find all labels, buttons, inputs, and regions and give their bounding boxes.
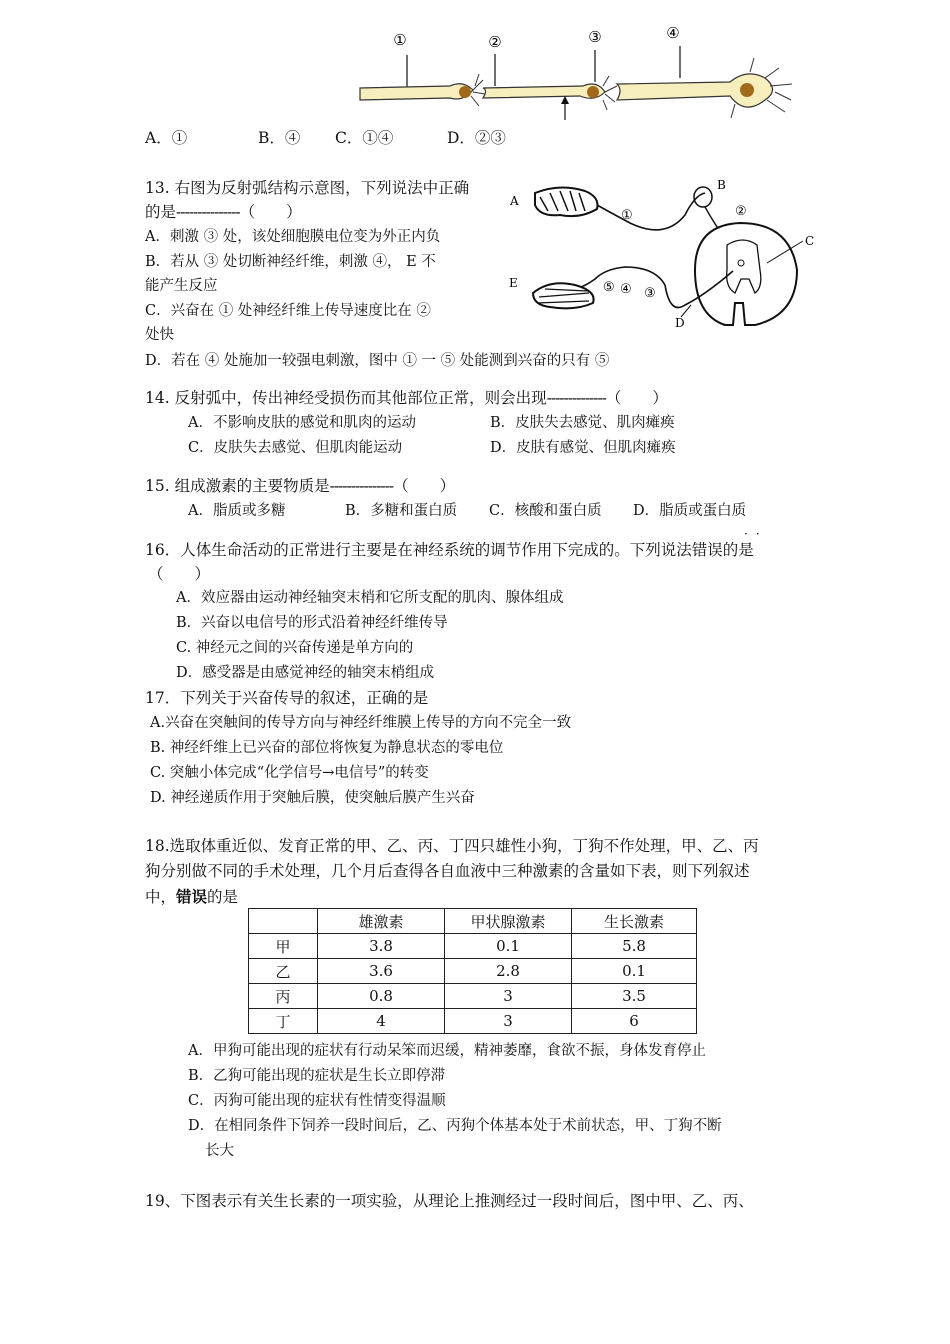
- q16-option-d[interactable]: D．感受器是由感觉神经的轴突末梢组成: [176, 665, 435, 681]
- q15-dashes: ---------------: [329, 477, 394, 495]
- reflex-label-3: ③: [644, 286, 656, 301]
- q13-option-d[interactable]: D．若在 ④ 处施加一较强电刺激，图中 ① 一 ⑤ 处能测到兴奋的只有 ⑤: [145, 353, 610, 369]
- q16-emphasis-dots: ··: [744, 527, 768, 541]
- reflex-label-1: ①: [621, 208, 633, 223]
- hormone-table: [248, 908, 697, 1034]
- table-header-row: [249, 909, 697, 934]
- q17-option-a[interactable]: A.兴奋在突触间的传导方向与神经纤维膜上传导的方向不完全一致: [150, 715, 572, 731]
- neuron-label-3: ③: [588, 28, 602, 46]
- table-cell: 3.6: [318, 959, 445, 984]
- q13-option-c-line2: 处快: [145, 327, 174, 343]
- q13-answer-paren: （ ）: [239, 203, 302, 221]
- q18-stem-pre: 中，: [145, 888, 177, 906]
- table-cell: 3: [445, 1009, 572, 1034]
- table-cell: 2.8: [445, 959, 572, 984]
- table-row: [249, 934, 697, 959]
- q18-option-a[interactable]: A．甲狗可能出现的症状有行动呆笨而迟缓，精神萎靡，食欲不振，身体发育停止: [188, 1043, 706, 1059]
- table-header-cell: 生长激素: [572, 909, 697, 934]
- q18-stem-line1: 18.选取体重近似、发育正常的甲、乙、丙、丁四只雄性小狗，丁狗不作处理，甲、乙、丙: [145, 837, 759, 855]
- table-cell: 甲: [249, 934, 318, 959]
- q18-stem-post: 的是: [207, 888, 239, 906]
- q18-option-d-line2: 长大: [205, 1143, 234, 1159]
- q14-answer-paren: （ ）: [605, 389, 668, 407]
- table-cell: 丁: [249, 1009, 318, 1034]
- reflex-label-b: B: [717, 178, 726, 192]
- q14-stem-text: 14. 反射弧中，传出神经受损伤而其他部位正常，则会出现: [145, 389, 547, 407]
- table-cell: 0.1: [572, 959, 697, 984]
- table-cell: 丙: [249, 984, 318, 1009]
- q15-option-a[interactable]: A．脂质或多糖: [188, 503, 286, 519]
- q17-option-b[interactable]: B. 神经纤维上已兴奋的部位将恢复为静息状态的零电位: [150, 740, 504, 756]
- neuron-label-4: ④: [666, 24, 680, 42]
- q14-option-a[interactable]: A．不影响皮肤的感觉和肌肉的运动: [188, 415, 416, 431]
- table-cell: 5.8: [572, 934, 697, 959]
- q14-option-c[interactable]: C．皮肤失去感觉、但肌肉能运动: [188, 440, 403, 456]
- table-cell: 4: [318, 1009, 445, 1034]
- q16-option-a[interactable]: A．效应器由运动神经轴突末梢和它所支配的肌肉、腺体组成: [176, 590, 564, 606]
- table-cell: 3.8: [318, 934, 445, 959]
- q14-stem: [145, 386, 668, 411]
- table-cell: 6: [572, 1009, 697, 1034]
- q18-option-c[interactable]: C．丙狗可能出现的症状有性情变得温顺: [188, 1093, 446, 1109]
- neuron-label-1: ①: [393, 31, 407, 49]
- table-row: [249, 959, 697, 984]
- q13-option-b-line1[interactable]: B．若从 ③ 处切断神经纤维，刺激 ④， E 不: [145, 254, 436, 270]
- table-row: [249, 984, 697, 1009]
- q15-option-c[interactable]: C．核酸和蛋白质: [489, 503, 602, 519]
- q12-option-a[interactable]: A．①: [145, 129, 188, 147]
- table-cell: 3: [445, 984, 572, 1009]
- q13-option-b-line2: 能产生反应: [145, 278, 218, 294]
- q12-option-d[interactable]: D．②③: [447, 129, 506, 147]
- q18-stem-bold: 错误: [176, 887, 208, 906]
- table-header-cell: 雄激素: [318, 909, 445, 934]
- q14-option-b[interactable]: B．皮肤失去感觉、肌肉瘫痪: [490, 415, 675, 431]
- table-header-cell: [249, 909, 318, 934]
- q18-option-b[interactable]: B．乙狗可能出现的症状是生长立即停滞: [188, 1068, 446, 1084]
- neuron-chain-figure: [355, 20, 805, 125]
- reflex-label-a: A: [510, 194, 519, 208]
- q15-option-b[interactable]: B．多糖和蛋白质: [345, 503, 458, 519]
- q18-stem-line3: [145, 884, 238, 910]
- neuron-label-2: ②: [488, 33, 502, 51]
- q13-stem-line1: 13. 右图为反射弧结构示意图，下列说法中正确: [145, 179, 470, 197]
- q13-stem-text: 的是: [145, 203, 177, 221]
- reflex-label-e: E: [509, 276, 518, 290]
- table-cell: 0.8: [318, 984, 445, 1009]
- reflex-label-c: C: [805, 234, 815, 248]
- table-cell: 3.5: [572, 984, 697, 1009]
- q18-option-d-line1[interactable]: D．在相同条件下饲养一段时间后，乙、丙狗个体基本处于术前状态，甲、丁狗不断: [188, 1118, 722, 1134]
- q14-option-d[interactable]: D．皮肤有感觉、但肌肉瘫痪: [490, 440, 676, 456]
- q13-stem-line2: [145, 200, 302, 225]
- q16-option-c[interactable]: C. 神经元之间的兴奋传递是单方向的: [176, 640, 414, 656]
- q13-option-a[interactable]: A．刺激 ③ 处，该处细胞膜电位变为外正内负: [145, 229, 441, 245]
- q19-stem: 19、下图表示有关生长素的一项实验，从理论上推测经过一段时间后，图中甲、乙、丙、: [145, 1192, 754, 1210]
- q15-answer-paren: （ ）: [393, 477, 456, 495]
- q18-stem-line2: 狗分别做不同的手术处理，几个月后查得各自血液中三种激素的含量如下表，则下列叙述: [145, 862, 750, 880]
- q14-dashes: --------------: [546, 389, 606, 407]
- q17-option-d[interactable]: D. 神经递质作用于突触后膜，使突触后膜产生兴奋: [150, 790, 475, 806]
- table-cell: 0.1: [445, 934, 572, 959]
- q12-option-b[interactable]: B．④: [258, 129, 301, 147]
- reflex-label-2: ②: [735, 204, 747, 219]
- q16-answer-paren: （ ）: [148, 565, 211, 583]
- q13-dashes: ---------------: [176, 203, 240, 221]
- table-cell: 乙: [249, 959, 318, 984]
- q16-option-b[interactable]: B．兴奋以电信号的形式沿着神经纤维传导: [176, 615, 448, 631]
- q15-stem: [145, 474, 455, 499]
- q15-stem-text: 15. 组成激素的主要物质是: [145, 477, 330, 495]
- q16-stem: 16．人体生命活动的正常进行主要是在神经系统的调节作用下完成的。下列说法错误的是: [145, 541, 754, 559]
- table-header-cell: 甲状腺激素: [445, 909, 572, 934]
- reflex-label-d: D: [675, 316, 685, 330]
- reflex-arc-figure: [505, 175, 820, 335]
- q17-option-c[interactable]: C. 突触小体完成“化学信号→电信号”的转变: [150, 765, 429, 781]
- reflex-label-4: ④: [620, 282, 632, 297]
- q12-option-c[interactable]: C．①④: [335, 129, 394, 147]
- q13-option-c-line1[interactable]: C．兴奋在 ① 处神经纤维上传导速度比在 ②: [145, 303, 431, 319]
- q15-option-d[interactable]: D．脂质或蛋白质: [633, 503, 747, 519]
- reflex-label-5: ⑤: [603, 280, 615, 295]
- q17-stem: 17．下列关于兴奋传导的叙述，正确的是: [145, 689, 429, 707]
- table-row: [249, 1009, 697, 1034]
